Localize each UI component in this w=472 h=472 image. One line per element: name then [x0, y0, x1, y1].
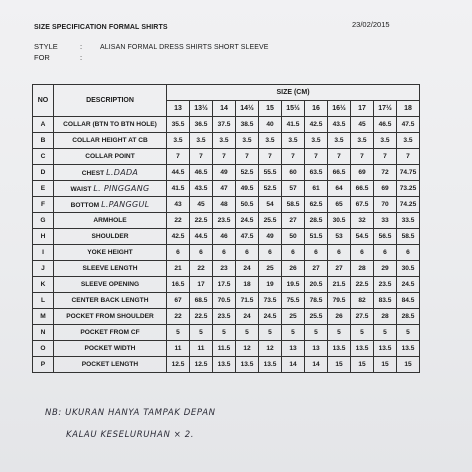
measurement-cell: 20.5 [305, 277, 328, 293]
measurement-cell: 82 [351, 293, 374, 309]
measurement-cell: 69 [351, 165, 374, 181]
measurement-cell: 74.25 [397, 197, 420, 213]
measurement-cell: 67 [167, 293, 190, 309]
measurement-cell: 28.5 [397, 309, 420, 325]
size-column-header: 18 [397, 101, 420, 117]
size-header: SIZE (CM) [167, 85, 420, 101]
measurement-cell: 16.5 [167, 277, 190, 293]
row-description-cell [54, 181, 167, 197]
measurement-cell: 24 [236, 309, 259, 325]
measurement-cell: 52.5 [236, 165, 259, 181]
measurement-cell: 55.5 [259, 165, 282, 181]
measurement-cell: 13.5 [236, 357, 259, 373]
measurement-cell: 65 [328, 197, 351, 213]
measurement-cell: 23.5 [374, 277, 397, 293]
measurement-cell: 6 [328, 245, 351, 261]
handwritten-annotation: L. PINGGANG [93, 184, 150, 193]
measurement-cell: 64 [328, 181, 351, 197]
measurement-cell: 6 [213, 245, 236, 261]
measurement-cell: 44.5 [190, 229, 213, 245]
row-letter: A [33, 117, 54, 133]
row-description-cell [54, 213, 167, 229]
measurement-cell: 18 [236, 277, 259, 293]
size-column-header: 13½ [190, 101, 213, 117]
measurement-cell: 15 [397, 357, 420, 373]
measurement-cell: 14 [282, 357, 305, 373]
measurement-cell: 24.5 [397, 277, 420, 293]
measurement-cell: 28.5 [305, 213, 328, 229]
measurement-cell: 50.5 [236, 197, 259, 213]
measurement-cell: 7 [282, 149, 305, 165]
row-description: WAIST [70, 186, 92, 193]
measurement-cell: 12 [259, 341, 282, 357]
measurement-cell: 56.5 [374, 229, 397, 245]
measurement-cell: 6 [167, 245, 190, 261]
handwritten-annotation: L.DADA [106, 168, 139, 177]
measurement-cell: 37.5 [213, 117, 236, 133]
measurement-cell: 13.5 [213, 357, 236, 373]
measurement-cell: 5 [213, 325, 236, 341]
style-label: STYLE [34, 42, 58, 51]
table-row [33, 117, 420, 133]
measurement-cell: 26 [282, 261, 305, 277]
no-header: NO [33, 85, 54, 117]
row-description-cell [54, 117, 167, 133]
measurement-cell: 40 [259, 117, 282, 133]
measurement-cell: 3.5 [259, 133, 282, 149]
row-description-cell [54, 149, 167, 165]
measurement-cell: 79.5 [328, 293, 351, 309]
measurement-cell: 15 [374, 357, 397, 373]
measurement-cell: 22.5 [190, 309, 213, 325]
row-description-cell [54, 165, 167, 181]
measurement-cell: 22.5 [190, 213, 213, 229]
measurement-cell: 3.5 [351, 133, 374, 149]
size-column-header: 16 [305, 101, 328, 117]
row-description-cell [54, 341, 167, 357]
size-column-header: 13 [167, 101, 190, 117]
measurement-cell: 70.5 [213, 293, 236, 309]
measurement-cell: 43.5 [190, 181, 213, 197]
measurement-cell: 84.5 [397, 293, 420, 309]
row-description: YOKE HEIGHT [87, 249, 133, 256]
measurement-cell: 5 [236, 325, 259, 341]
measurement-cell: 52.5 [259, 181, 282, 197]
row-description-cell [54, 229, 167, 245]
size-column-header: 15½ [282, 101, 305, 117]
row-description-cell [54, 133, 167, 149]
for-label: FOR [34, 53, 50, 62]
measurement-cell: 5 [374, 325, 397, 341]
measurement-cell: 47.5 [397, 117, 420, 133]
measurement-cell: 66.5 [351, 181, 374, 197]
style-colon: : [80, 42, 83, 51]
size-column-header: 17 [351, 101, 374, 117]
measurement-cell: 13.5 [397, 341, 420, 357]
measurement-cell: 3.5 [236, 133, 259, 149]
measurement-cell: 6 [282, 245, 305, 261]
measurement-cell: 69 [374, 181, 397, 197]
row-description: SHOULDER [91, 233, 129, 240]
measurement-cell: 70 [374, 197, 397, 213]
row-letter: B [33, 133, 54, 149]
measurement-cell: 12.5 [190, 357, 213, 373]
style-value: ALISAN FORMAL DRESS SHIRTS SHORT SLEEVE [100, 44, 269, 51]
measurement-cell: 27.5 [351, 309, 374, 325]
row-description: CENTER BACK LENGTH [71, 297, 149, 304]
measurement-cell: 35.5 [167, 117, 190, 133]
size-column-header: 17½ [374, 101, 397, 117]
measurement-cell: 28 [351, 261, 374, 277]
measurement-cell: 66.5 [328, 165, 351, 181]
measurement-cell: 5 [190, 325, 213, 341]
row-letter: K [33, 277, 54, 293]
row-description: POCKET FROM CF [80, 329, 140, 336]
measurement-cell: 71.5 [236, 293, 259, 309]
measurement-cell: 29 [374, 261, 397, 277]
measurement-cell: 13.5 [328, 341, 351, 357]
measurement-cell: 11 [167, 341, 190, 357]
measurement-cell: 12 [236, 341, 259, 357]
measurement-cell: 41.5 [167, 181, 190, 197]
measurement-cell: 3.5 [374, 133, 397, 149]
table-row [33, 261, 420, 277]
measurement-cell: 42.5 [167, 229, 190, 245]
measurement-cell: 67.5 [351, 197, 374, 213]
size-column-header: 14½ [236, 101, 259, 117]
measurement-cell: 47.5 [236, 229, 259, 245]
measurement-cell: 6 [190, 245, 213, 261]
table-row [33, 277, 420, 293]
measurement-cell: 24.5 [259, 309, 282, 325]
measurement-cell: 5 [351, 325, 374, 341]
for-row [34, 53, 100, 62]
measurement-cell: 54.5 [351, 229, 374, 245]
row-description-cell [54, 325, 167, 341]
measurement-cell: 27 [305, 261, 328, 277]
row-description: SLEEVE LENGTH [82, 265, 138, 272]
measurement-cell: 83.5 [374, 293, 397, 309]
measurement-cell: 13 [305, 341, 328, 357]
measurement-cell: 44.5 [167, 165, 190, 181]
measurement-cell: 11 [190, 341, 213, 357]
document-title: SIZE SPECIFICATION FORMAL SHIRTS [34, 24, 168, 31]
measurement-cell: 7 [351, 149, 374, 165]
row-description: POCKET LENGTH [81, 361, 139, 368]
measurement-cell: 5 [305, 325, 328, 341]
measurement-cell: 30.5 [397, 261, 420, 277]
measurement-cell: 3.5 [282, 133, 305, 149]
measurement-cell: 23.5 [213, 213, 236, 229]
measurement-cell: 45 [351, 117, 374, 133]
measurement-cell: 78.5 [305, 293, 328, 309]
measurement-cell: 14 [305, 357, 328, 373]
measurement-cell: 7 [259, 149, 282, 165]
row-description: ARMHOLE [93, 217, 127, 224]
handwritten-note-line-1: NB: UKURAN HANYA TAMPAK DEPAN [45, 408, 216, 418]
measurement-cell: 51.5 [305, 229, 328, 245]
row-description-cell [54, 293, 167, 309]
measurement-cell: 17.5 [213, 277, 236, 293]
header-row-1 [33, 85, 420, 101]
measurement-cell: 21 [167, 261, 190, 277]
row-letter: G [33, 213, 54, 229]
table-row [33, 181, 420, 197]
measurement-cell: 73.25 [397, 181, 420, 197]
row-letter: F [33, 197, 54, 213]
measurement-cell: 43 [167, 197, 190, 213]
measurement-cell: 58.5 [282, 197, 305, 213]
row-description: COLLAR (BTN TO BTN HOLE) [63, 121, 157, 128]
row-letter: E [33, 181, 54, 197]
measurement-cell: 73.5 [259, 293, 282, 309]
measurement-cell: 27 [328, 261, 351, 277]
row-description: SLEEVE OPENING [80, 281, 140, 288]
measurement-cell: 19.5 [282, 277, 305, 293]
measurement-cell: 30.5 [328, 213, 351, 229]
row-description: COLLAR HEIGHT AT CB [72, 137, 148, 144]
measurement-cell: 33 [374, 213, 397, 229]
measurement-cell: 23 [213, 261, 236, 277]
row-description-cell [54, 357, 167, 373]
measurement-cell: 23.5 [213, 309, 236, 325]
table-row [33, 245, 420, 261]
measurement-cell: 54 [259, 197, 282, 213]
measurement-cell: 5 [259, 325, 282, 341]
table-row [33, 165, 420, 181]
measurement-cell: 3.5 [305, 133, 328, 149]
measurement-cell: 6 [374, 245, 397, 261]
measurement-cell: 7 [167, 149, 190, 165]
measurement-cell: 7 [305, 149, 328, 165]
measurement-cell: 50 [282, 229, 305, 245]
measurement-cell: 75.5 [282, 293, 305, 309]
measurement-cell: 6 [236, 245, 259, 261]
measurement-cell: 42.5 [305, 117, 328, 133]
measurement-cell: 36.5 [190, 117, 213, 133]
row-description: CHEST [81, 170, 105, 177]
row-letter: L [33, 293, 54, 309]
description-header: DESCRIPTION [54, 85, 167, 117]
size-column-header: 14 [213, 101, 236, 117]
measurement-cell: 3.5 [167, 133, 190, 149]
measurement-cell: 27 [282, 213, 305, 229]
measurement-cell: 7 [236, 149, 259, 165]
measurement-cell: 3.5 [328, 133, 351, 149]
measurement-cell: 49 [259, 229, 282, 245]
measurement-cell: 68.5 [190, 293, 213, 309]
table-row [33, 341, 420, 357]
row-description-cell [54, 245, 167, 261]
handwritten-annotation: L.PANGGUL [101, 200, 150, 209]
measurement-cell: 26 [328, 309, 351, 325]
table-row [33, 229, 420, 245]
measurement-cell: 6 [351, 245, 374, 261]
measurement-cell: 13.5 [351, 341, 374, 357]
table-row [33, 293, 420, 309]
row-description-cell [54, 309, 167, 325]
measurement-cell: 19 [259, 277, 282, 293]
measurement-cell: 25 [259, 261, 282, 277]
table-row [33, 309, 420, 325]
measurement-cell: 25.5 [305, 309, 328, 325]
size-column-header: 15 [259, 101, 282, 117]
style-row [34, 42, 269, 51]
table-row [33, 149, 420, 165]
measurement-cell: 13 [282, 341, 305, 357]
row-letter: O [33, 341, 54, 357]
table-row [33, 133, 420, 149]
measurement-cell: 25 [282, 309, 305, 325]
measurement-cell: 46 [213, 229, 236, 245]
row-description: BOTTOM [70, 202, 100, 209]
measurement-cell: 22.5 [351, 277, 374, 293]
measurement-cell: 7 [328, 149, 351, 165]
table-row [33, 325, 420, 341]
measurement-cell: 48 [213, 197, 236, 213]
measurement-cell: 25.5 [259, 213, 282, 229]
measurement-cell: 60 [282, 165, 305, 181]
table-row [33, 213, 420, 229]
measurement-cell: 22 [167, 309, 190, 325]
table-row [33, 357, 420, 373]
row-letter: N [33, 325, 54, 341]
measurement-cell: 17 [190, 277, 213, 293]
measurement-cell: 3.5 [397, 133, 420, 149]
row-description: POCKET WIDTH [84, 345, 136, 352]
handwritten-note-line-2: KALAU KESELURUHAN × 2. [66, 430, 195, 440]
row-letter: M [33, 309, 54, 325]
measurement-cell: 5 [282, 325, 305, 341]
measurement-cell: 7 [213, 149, 236, 165]
measurement-cell: 21.5 [328, 277, 351, 293]
measurement-cell: 6 [397, 245, 420, 261]
measurement-cell: 13.5 [374, 341, 397, 357]
measurement-cell: 38.5 [236, 117, 259, 133]
measurement-cell: 7 [397, 149, 420, 165]
document-date: 23/02/2015 [352, 20, 390, 29]
measurement-cell: 41.5 [282, 117, 305, 133]
measurement-cell: 72 [374, 165, 397, 181]
measurement-cell: 5 [167, 325, 190, 341]
measurement-cell: 74.75 [397, 165, 420, 181]
table-row [33, 197, 420, 213]
measurement-cell: 61 [305, 181, 328, 197]
measurement-cell: 47 [213, 181, 236, 197]
row-letter: D [33, 165, 54, 181]
measurement-cell: 6 [305, 245, 328, 261]
measurement-cell: 63.5 [305, 165, 328, 181]
measurement-cell: 57 [282, 181, 305, 197]
row-description: POCKET FROM SHOULDER [66, 313, 154, 320]
measurement-cell: 22 [167, 213, 190, 229]
measurement-cell: 12.5 [167, 357, 190, 373]
row-description: COLLAR POINT [85, 153, 135, 160]
row-letter: P [33, 357, 54, 373]
measurement-cell: 22 [190, 261, 213, 277]
measurement-cell: 24.5 [236, 213, 259, 229]
row-letter: I [33, 245, 54, 261]
measurement-cell: 33.5 [397, 213, 420, 229]
size-spec-table [32, 84, 420, 373]
measurement-cell: 11.5 [213, 341, 236, 357]
row-letter: J [33, 261, 54, 277]
measurement-cell: 3.5 [190, 133, 213, 149]
measurement-cell: 43.5 [328, 117, 351, 133]
measurement-cell: 49 [213, 165, 236, 181]
measurement-cell: 58.5 [397, 229, 420, 245]
measurement-cell: 6 [259, 245, 282, 261]
measurement-cell: 28 [374, 309, 397, 325]
measurement-cell: 53 [328, 229, 351, 245]
measurement-cell: 46.5 [374, 117, 397, 133]
size-column-header: 16½ [328, 101, 351, 117]
measurement-cell: 15 [351, 357, 374, 373]
row-letter: C [33, 149, 54, 165]
measurement-cell: 7 [374, 149, 397, 165]
for-colon: : [80, 53, 83, 62]
measurement-cell: 62.5 [305, 197, 328, 213]
row-description-cell [54, 197, 167, 213]
measurement-cell: 45 [190, 197, 213, 213]
row-description-cell [54, 261, 167, 277]
measurement-cell: 5 [328, 325, 351, 341]
measurement-cell: 49.5 [236, 181, 259, 197]
measurement-cell: 3.5 [213, 133, 236, 149]
measurement-cell: 32 [351, 213, 374, 229]
measurement-cell: 24 [236, 261, 259, 277]
row-letter: H [33, 229, 54, 245]
measurement-cell: 13.5 [259, 357, 282, 373]
measurement-cell: 7 [190, 149, 213, 165]
measurement-cell: 15 [328, 357, 351, 373]
measurement-cell: 46.5 [190, 165, 213, 181]
measurement-cell: 5 [397, 325, 420, 341]
row-description-cell [54, 277, 167, 293]
